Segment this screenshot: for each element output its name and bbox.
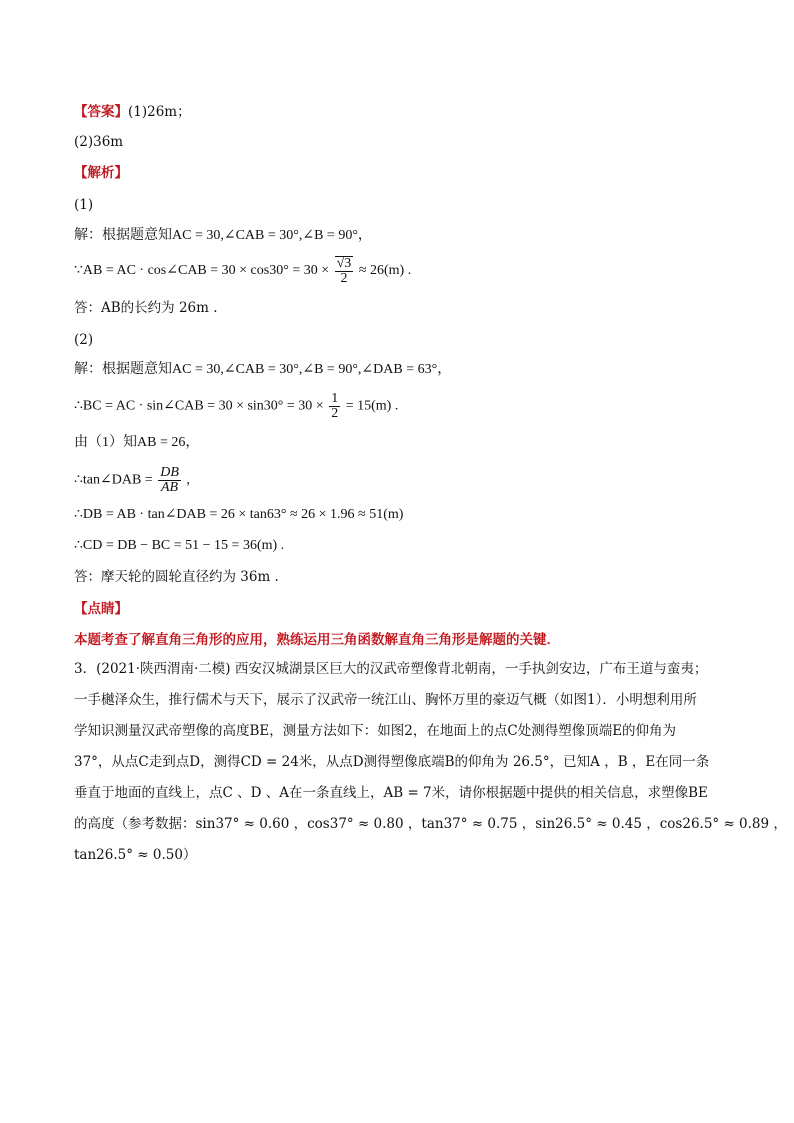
comment-text: 本题考查了解直角三角形的应用，熟练运用三角函数解直角三角形是解题的关键． — [74, 632, 560, 648]
fraction-sqrt3-over-2 — [335, 256, 354, 286]
part2-bc-calculation — [74, 392, 398, 421]
analysis-tag: 【解析】 — [74, 165, 128, 181]
answer-line-1 — [74, 102, 191, 122]
question-3-line: tan26.5° ≈ 0.50） — [74, 847, 197, 863]
question-3-line: 一手樾泽众生，推行儒术与天下，展示了汉武帝一统江山、胸怀万里的豪迈气概（如图1）．小明想利用所 — [74, 692, 697, 708]
fraction-numerator: 1 — [331, 391, 339, 406]
part1-calc-rhs: ≈ 26(m) . — [358, 263, 412, 279]
fraction-denominator: 2 — [331, 406, 339, 421]
answer-tag: 【答案】 — [74, 104, 128, 120]
fraction-1-over-2 — [329, 392, 340, 421]
comment-tag: 【点睛】 — [74, 601, 128, 617]
part2-db-calculation: ∴DB = AB · tan∠DAB = 26 × tan63° ≈ 26 × 1.96 ≈ 51(m) — [74, 507, 404, 522]
question-3-line: 的高度（参考数据：sin37° ≈ 0.60 ，cos37° ≈ 0.80 ，tan37° ≈ 0.75 ，sin26.5° ≈ 0.45 ，cos26.5° ≈ 0.89 ， — [74, 816, 787, 832]
part1-label: (1) — [74, 197, 94, 213]
part2-label: (2) — [74, 332, 94, 348]
question-3-line: 学知识测量汉武帝塑像的高度BE，测量方法如下：如图2，在地面上的点C处测得塑像顶端E的仰角为 — [74, 723, 677, 739]
part1-answer: 答：AB的长约为 26m . — [74, 300, 218, 316]
part1-given: 解：根据题意知AC = 30,∠CAB = 30°,∠B = 90°， — [74, 228, 372, 243]
fraction-denominator: 2 — [340, 271, 348, 286]
fraction-db-over-ab — [158, 466, 181, 495]
part2-tan-expression — [74, 466, 190, 495]
part2-given: 解：根据题意知AC = 30,∠CAB = 30°,∠B = 90°,∠DAB = 63°， — [74, 362, 452, 377]
part2-bc-lhs: ∴BC = AC · sin∠CAB = 30 × sin30° = 30 × — [74, 398, 324, 414]
answer-part-1: (1)26m； — [128, 104, 191, 120]
fraction-numerator: DB — [160, 465, 179, 480]
question-3 — [74, 654, 787, 871]
question-3-line: 3．(2021·陕西渭南·二模) 西安汉城湖景区巨大的汉武帝塑像背北朝南，一手执剑安边，广布王道与蛮夷； — [74, 661, 708, 677]
question-3-line: 垂直于地面的直线上，点C 、D 、A在一条直线上，AB = 7米，请你根据题中提供的相关信息，求塑像BE — [74, 785, 708, 801]
answer-line-2: (2)36m — [74, 134, 124, 150]
part2-tan-rhs: , — [186, 472, 190, 488]
part2-answer: 答：摩天轮的圆轮直径约为 36m . — [74, 569, 279, 585]
part1-calc-lhs: ∵AB = AC · cos∠CAB = 30 × cos30° = 30 × — [74, 263, 330, 279]
part2-ab-reference: 由（1）知AB = 26， — [74, 435, 200, 450]
question-3-line: 37°，从点C走到点D，测得CD = 24米，从点D测得塑像底端B的仰角为 26.5°，已知A ，B ，E在同一条 — [74, 754, 710, 770]
part1-calculation — [74, 256, 411, 286]
fraction-denominator: AB — [160, 480, 179, 495]
part2-bc-rhs: = 15(m) . — [345, 398, 399, 414]
part2-cd-calculation: ∴CD = DB − BC = 51 − 15 = 36(m) . — [74, 538, 285, 553]
fraction-numerator: √3 — [336, 256, 352, 271]
part2-tan-lhs: ∴tan∠DAB = — [74, 472, 153, 488]
